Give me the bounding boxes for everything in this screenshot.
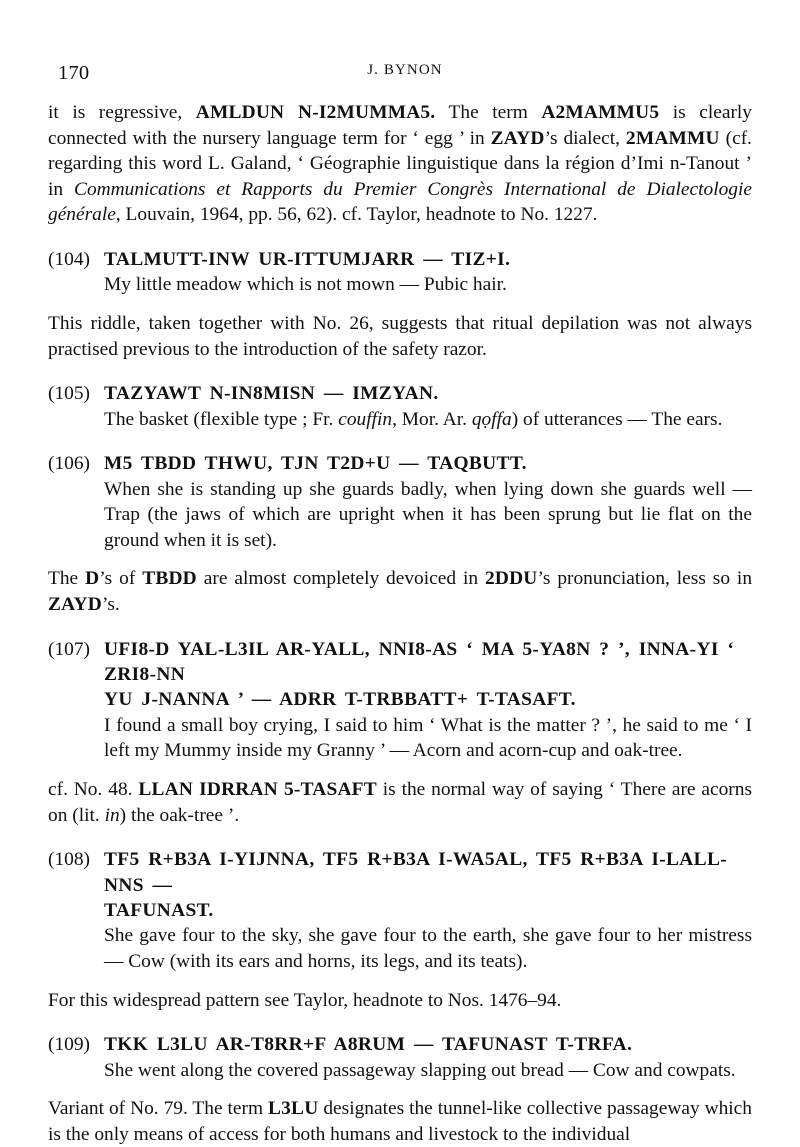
term-2ddu: 2DDU [484,568,538,590]
commentary-after-104: This riddle, taken together with No. 26, suggests that ritual depilation was not always practised previous to the introduction of the safety razor. [48,312,752,360]
entry-translation-107: I found a small boy crying, I said to him ‘ What is the matter ? ’, he said to me ‘ I left my Mummy inside my Granny ’ — Acorn and acorn-cup and oak-tree. [104,714,752,762]
term-2mammu: 2MAMMU [625,127,720,149]
entry-transliteration-105: TAZYAWT N-IN8MISN — IMZYAN. [104,383,439,405]
comm109-seg-2: designates the tunnel-like collective passageway which is the only means of access for both humans and livestock to the individual [48,1098,752,1145]
riddle-entry-104 [48,247,752,298]
latin-gloss-in: in [104,804,120,826]
entry-head-109 [48,1032,752,1057]
entry-head-104 [48,247,752,272]
comm106-seg-2: ’s of [99,568,143,590]
term-a2mammu5: A2MAMMU5 [541,102,660,123]
commentary-after-106 [48,566,752,617]
commentary-after-109 [48,1096,752,1147]
intro-seg-2: The term [435,102,542,123]
riddle-entry-105 [48,381,752,432]
comm106-seg-1: The [48,568,86,590]
entry-number-108: (108) [48,849,91,871]
riddle-entry-109 [48,1032,752,1083]
term-amldun: AMLDUN N-I2MUMMA5. [195,102,436,123]
entry-transliteration-107-line2: YU J-NANNA ’ — ADRR T-TRBBATT+ T-TASAFT. [104,689,576,711]
riddle-entry-106 [48,451,752,553]
entry-transliteration-108-line1: TF5 R+B3A I-YIJNNA, TF5 R+B3A I-WA5AL, TF5 R+B3A I-LALL-NNS — [104,849,728,896]
intro-seg-4: ’s dialect, [544,127,626,149]
page-number: 170 [58,62,90,84]
riddle-entry-108 [48,847,752,974]
term-tbdd: TBDD [142,568,197,590]
entry-translation-104: My little meadow which is not mown — Pubic hair. [104,274,507,296]
term-zayd: ZAYD [490,127,545,149]
commentary-after-107 [48,777,752,828]
intro-paragraph [48,100,752,228]
translation-105-post: ) of utterances — The ears. [511,408,723,430]
term-l3lu: L3LU [268,1098,319,1120]
intro-seg-3: is clearly connected with the nursery language term for ‘ egg ’ in [48,102,753,149]
term-llan-idrran: LLAN IDRRAN 5-TASAFT [138,778,377,800]
term-d: D [85,568,100,590]
entry-number-105: (105) [48,383,91,405]
comm107-seg-2: is the normal way of saying ‘ There are acorns on (lit. [48,778,753,826]
entry-number-107: (107) [48,638,91,660]
comm106-seg-4: ’s pronunciation, less so in [537,568,753,590]
comm109-seg-1: Variant of No. 79. The term [48,1098,269,1120]
intro-seg-1: it is regressive, [48,102,196,123]
translation-105-pre: The basket (flexible type ; Fr. [104,408,339,430]
entry-head-108 [48,847,752,898]
entry-translation-105 [104,407,752,433]
running-head-title: J. BYNON [367,62,443,78]
entry-transliteration-104: TALMUTT-INW UR-ITTUMJARR — TIZ+I. [104,248,511,270]
comm107-seg-1: cf. No. 48. [48,778,139,800]
entry-translation-109: She went along the covered passageway slapping out bread — Cow and cowpats. [104,1059,736,1081]
comm107-seg-3: ) the oak-tree ’. [119,804,240,826]
term-zayd-2: ZAYD [48,593,102,615]
translation-105-mid: , Mor. Ar. [392,408,472,430]
entry-transliteration-109: TKK L3LU AR-T8RR+F A8RUM — TAFUNAST T-TRFA. [104,1034,633,1056]
entry-number-109: (109) [48,1034,91,1056]
entry-transliteration-106: M5 TBDD THWU, TJN T2D+U — TAQBUTT. [104,453,527,475]
entry-head-107-cont [48,687,752,712]
entry-number-104: (104) [48,248,91,270]
french-gloss-couffin: couffin [338,408,393,430]
entry-translation-108: She gave four to the sky, she gave four to the earth, she gave four to her mistress — Cow (with its ears and horns, its legs, and its teats). [104,925,752,972]
citation-title: Communications et Rapports du Premier Congrès International de Dialectologie générale [48,178,752,226]
running-head [48,62,752,96]
entry-transliteration-107-line1: UFI8-D YAL-L3IL AR-YALL, NNI8-AS ‘ MA 5-YA8N ? ’, INNA-YI ‘ ZRI8-NN [104,638,735,685]
entry-head-107 [48,637,752,688]
riddle-entry-107 [48,637,752,764]
entry-head-108-cont [48,898,752,923]
entry-head-106 [48,451,752,476]
commentary-after-108: For this widespread pattern see Taylor, headnote to Nos. 1476–94. [48,989,562,1011]
entry-number-106: (106) [48,453,91,475]
entry-head-105 [48,381,752,406]
entry-transliteration-108-line2: TAFUNAST. [104,899,214,921]
arabic-gloss-qoffa: qọffa [471,408,512,430]
comm106-seg-5: ’s. [101,593,120,615]
entry-translation-106: When she is standing up she guards badly, when lying down she guards well — Trap (the jaws of which are upright when it has been sprung but lie flat on the ground when it is set). [104,478,752,551]
comm106-seg-3: are almost completely devoiced in [196,568,485,590]
intro-seg-6: , Louvain, 1964, pp. 56, 62). cf. Taylor, headnote to No. 1227. [115,204,598,226]
intro-seg-5: (cf. regarding this word L. Galand, ‘ Géographie linguistique dans la région d’Imi n-Tanout ’ in [48,127,753,200]
